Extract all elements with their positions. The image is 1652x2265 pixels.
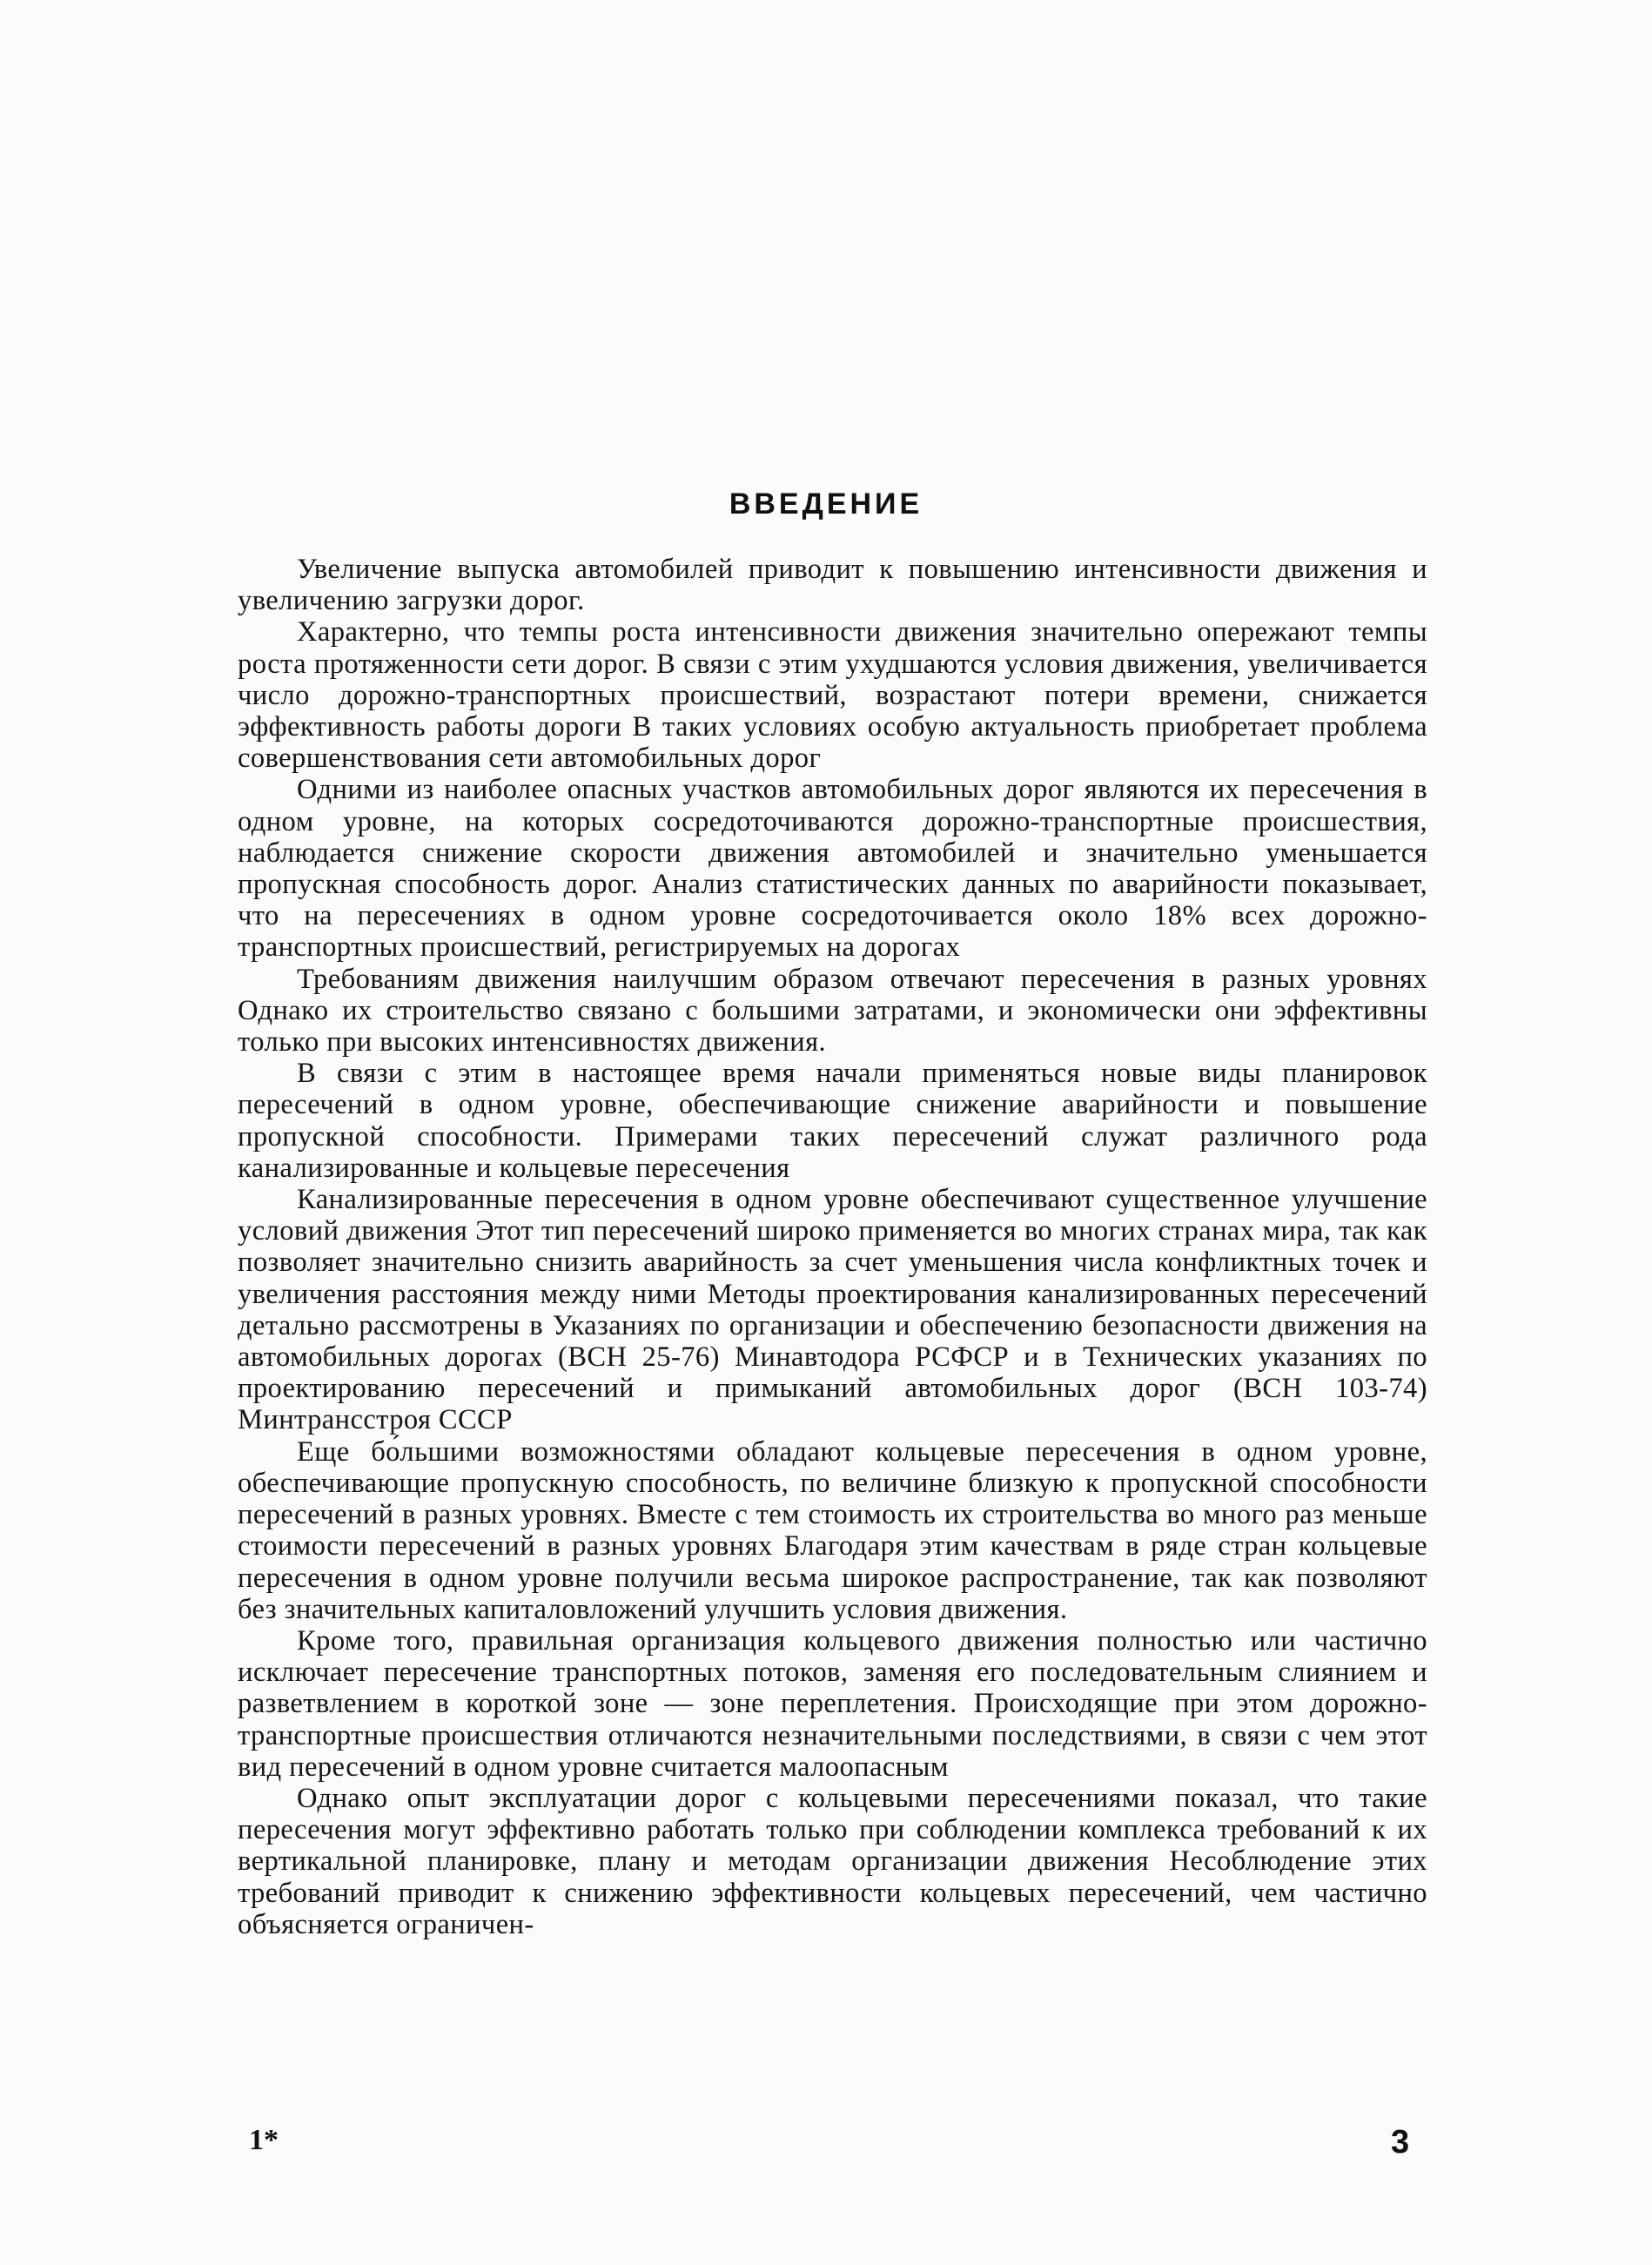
signature-mark: 1* — [249, 2124, 279, 2156]
paragraph-7: Еще бо́льшими возможностями обладают кольцевые пересечения в одном уровне, обеспечивающие пропускную способность, по величине близкую к пропускной способности пересечений в разных уровнях. Вместе с тем стоимость их строительства во много раз меньше стоимости пересечений в разных уровнях Благодаря этим качествам в ряде стран кольцевые пересечения в одном уровне получили весьма широкое распространение, так как позволяют без значительных капиталовложений улучшить условия движения. — [238, 1435, 1427, 1625]
paragraph-3: Одними из наиболее опасных участков автомобильных дорог являются их пересечения в одном уровне, на которых сосредоточиваются дорожно-транспортные происшествия, наблюдается снижение скорости движения автомобилей и значительно уменьшается пропускная способность дорог. Анализ статистических данных по аварийности показывает, что на пересечениях в одном уровне сосредоточивается около 18% всех дорожно-транспортных происшествий, регистрируемых на дорогах — [238, 774, 1427, 964]
paragraph-5: В связи с этим в настоящее время начали применяться новые виды планировок пересечений в одном уровне, обеспечивающие снижение аварийности и повышение пропускной способности. Примерами таких пересечений служат различного рода канализированные и кольцевые пересечения — [238, 1058, 1427, 1184]
body-text — [238, 554, 1427, 1940]
paragraph-8: Кроме того, правильная организация кольцевого движения полностью или частично исключает пересечение транспортных потоков, заменяя его последовательным слиянием и разветвлением в короткой зоне — зоне переплетения. Происходящие при этом дорожно-транспортные происшествия отличаются незначительными последствиями, в связи с чем этот вид пересечений в одном уровне считается малоопасным — [238, 1624, 1427, 1783]
paragraph-9: Однако опыт эксплуатации дорог с кольцевыми пересечениями показал, что такие пересечения могут эффективно работать только при соблюдении комплекса требований к их вертикальной планировке, плану и методам организации движения Несоблюдение этих требований приводит к снижению эффективности кольцевых пересечений, чем частично объясняется ограничен- — [238, 1782, 1427, 1940]
paragraph-6: Канализированные пересечения в одном уровне обеспечивают существенное улучшение условий движения Этот тип пересечений широко применяется во многих странах мира, так как позволяет значительно снизить аварийность за счет уменьшения числа конфликтных точек и увеличения расстояния между ними Методы проектирования канализированных пересечений детально рассмотрены в Указаниях по организации и обеспечению безопасности движения на автомобильных дорогах (ВСН 25-76) Минавтодора РСФСР и в Технических указаниях по проектированию пересечений и примыканий автомобильных дорог (ВСН 103-74) Минтрансстроя СССР — [238, 1184, 1427, 1436]
paragraph-2: Характерно, что темпы роста интенсивности движения значительно опережают темпы роста протяженности сети дорог. В связи с этим ухудшаются условия движения, увеличивается число дорожно-транспортных происшествий, возрастают потери времени, снижается эффективность работы дороги В таких условиях особую актуальность приобретает проблема совершенствования сети автомобильных дорог — [238, 616, 1427, 775]
paragraph-4: Требованиям движения наилучшим образом отвечают пересечения в разных уровнях Однако их строительство связано с большими затратами, и экономически они эффективны только при высоких интенсивностях движения. — [238, 963, 1427, 1059]
page-number: 3 — [1391, 2124, 1410, 2161]
page-title: ВВЕДЕНИЕ — [729, 487, 923, 521]
paragraph-1: Увеличение выпуска автомобилей приводит к повышению интенсивности движения и увеличению загрузки дорог. — [238, 554, 1427, 617]
